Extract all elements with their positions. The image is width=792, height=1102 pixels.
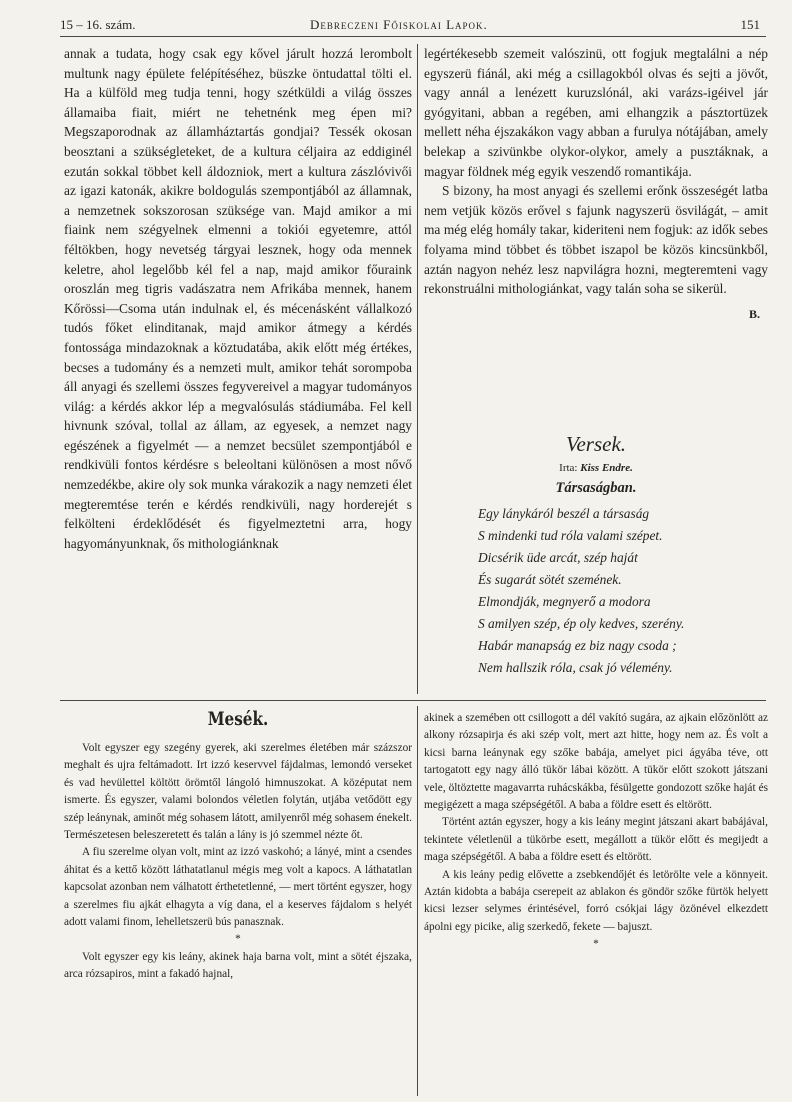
issue-number: 15 – 16. szám.	[60, 17, 136, 32]
poem-line: S amilyen szép, ép oly kedves, szerény.	[478, 616, 685, 631]
section-rule	[60, 700, 766, 701]
article-right-column	[424, 44, 768, 324]
section-asterisk: *	[235, 933, 241, 946]
column-divider-top	[417, 44, 418, 694]
article-paragraph: annak a tudata, hogy csak egy kővel járult hozzá lerombolt multunk nagy épülete felépítéséhez, büszke öntudattal tölti el. Ha a külföld meg tudja tenni, hogy szétküldi a világ összes államaiba fiait, miért ne tehetnénk meg épen mi? Megszaporodnak az államháztartás gondjai? Tessék okosan beosztani a szükségleteket, de a kultura céljaira az eddiginél ezután sokkal többet kell áldozniok, mert a kultura zászlóvivői az igazi katonák, akikre boldogulás szempontjából az államnak, a nemzetnek sokszorosan szüksége van. Majd amikor a mi fiaink nem szégyelnek elmenni a tokiói egyetemre, attól féltökben, hogy nevetség tárgyai lesznek, hogy oda mennek keletre, ahol legelőbb kél fel a nap, majd amikor főuraink oroszlán meg tigris vadászatra nem Afrikába mennek, hanem Kőrössi—Csoma után indulnak el, és mécenásként vállalkozó tudós főket elinditanak, majd amikor átmegy a kérdés fontossága mindazoknak a köztudatába, akik előtt még értékes, becses a tudomány és a nemzeti mult, amikor tehát sorompoba áll anyagi és szellemi összes fegyvereivel a magyar tudományos világ: a kérdés akkor lép a megvalósulás stádiumába. Fel kell hivnunk szóval, tollal az állam, az egyesek, a nemzet nagy egészének a figyelmét — a nemzet becsület szempontjából e rendkivüli fontos kérdésre s beleoltani különösen a most nővő nemzedékbe, akire oly sok munka várakozik a nagy nemzeti élet megteremtése terén e kérdés rendkivüli, nagy horderejét s felkölteni érdeklődését és figyelmeztetni arra, hogy hagyományunknak, ős mithologiánknak	[64, 46, 412, 551]
poem-line: És sugarát sötét szemének.	[478, 572, 622, 587]
tales-section-title: Mesék.	[207, 708, 269, 730]
article-paragraph: legértékesebb szemeit valószinü, ott fogjuk megtalálni a nép egyszerü fiánál, aki még a csillagokból olvas és sejti a jövőt, vagy annál a lenézett kuruzslónál, aki varázs-igéivel jár gyógyitani, abban a regében, ami elhangzik a pásztortüzek mellett néha éjszakákon vagy abban a furulya nótájában, amely belekap a szivünkbe olykor-olykor, amely a pusztáknak, a magyar földnek még egyik veszendő romantikája.	[424, 46, 768, 179]
poem-line: Nem hallszik róla, csak jó vélemény.	[478, 660, 673, 675]
tales-left-column	[64, 740, 412, 984]
tale-paragraph: Történt aztán egyszer, hogy a kis leány megint játszani akart babájával, tekintete véletlenül a tükörbe esett, megállott a tükör előtt és megijedt a maga szépségétől. A baba a földre esett és eltörött.	[424, 816, 768, 864]
article-paragraph: S bizony, ha most anyagi és szellemi erőnk összeségét latba nem vetjük közös erővel s fajunk nagyszerü ösvilágát, – amit ma még elég homály takar, kideriteni nem fogjuk: az idők sebes folyama mind többet és többet iszapol be közös kincsünkből, aztán nagyon nehéz lesz napvilágra hozni, megteremteni vagy rekonstruálni mithologiánkat, vagy talán soha se sikerül.	[424, 183, 768, 297]
tales-right-column	[424, 710, 768, 954]
poem-line: Elmondják, megnyerő a modora	[478, 594, 651, 609]
tale-paragraph: Volt egyszer egy kis leány, akinek haja barna volt, mint a sötét éjszaka, arca rózsapiros, mint a fakadó hajnal,	[64, 950, 412, 981]
author-prefix: Irta:	[559, 462, 578, 474]
poem-line: Dicsérik üde arcát, szép haját	[478, 550, 638, 565]
author-name: Kiss Endre.	[580, 462, 633, 474]
tale-paragraph: A kis leány pedig elővette a zsebkendőjét és letörölte vele a könnyeit. Aztán kidobta a babája cserepeit az ablakon és göndör szőke fürtök helyett kicsi lezser selymes érintésével, forró csókjai lágy özönével elkezdett ápolni egy picike, alig szerkedő, fekete — bajuszt.	[424, 868, 768, 933]
poems-section-title: Versek.	[565, 432, 627, 456]
header-rule	[60, 36, 766, 37]
page-header	[60, 15, 760, 37]
article-left-column	[64, 44, 412, 553]
tale-paragraph: akinek a szemében ott csillogott a dél vakító sugára, az ajkain előzönlött az alkony rózsapirja és aki szép volt, mert azt hitte, hogy nem az. És volt a kicsi barna leánynak egy szőke babája, amelyet pici ágyába téve, ott tartogatott egy nagy álló tükör lábai között. A tükör előtt szokott játszani vele, öltöztette magavarrta ruhácskákba, fésülgette gondozott szőke haját és megigézett a maga szépségétől. A baba a földre esett és eltörött.	[424, 712, 768, 812]
section-asterisk: *	[593, 938, 599, 951]
column-divider-bottom	[417, 706, 418, 1096]
tale-paragraph: Volt egyszer egy szegény gyerek, aki szerelmes életében már százszor meghalt és ujra feltámadott. Irt izzó keservvel fájdalmas, lemondó verseket és vad hevülettel költött örömtől lángoló himnuszokat. A középutat nem ismerte. És egyszer, valami bolondos véletlen folytán, utjába vetődött egy szép leánynak, aminőt még sohasem látott, amilyenről még sohasem énekelt. Természetesen beleszeretett és talán a lány is jó szemmel nézte őt.	[64, 742, 412, 842]
tale-paragraph: A fiu szerelme olyan volt, mint az izzó vaskohó; a lányé, mint a csendes áhitat és a kettő között láthatatlanul mégis meg volt a kapocs. A láthatatlan kapcsolat azonban nem válhatott érthetetlenné, — mert történt egyszer, hogy a szerelmes fiu ajkát elhagyta a víg dana, el a keserves fájdalom s helyét adott valami finom, lehelletszerü bús panasznak.	[64, 846, 412, 929]
journal-title: Debreczeni Főiskolai Lapok.	[310, 17, 488, 32]
poem-author	[424, 462, 768, 474]
poem-title: Társaságban.	[555, 480, 637, 496]
article-signature: B.	[748, 306, 760, 321]
page-number: 151	[740, 17, 760, 32]
poem-line: Egy lánykáról beszél a társaság	[478, 506, 650, 521]
poem-line: Habár manapság ez biz nagy csoda ;	[478, 638, 677, 653]
poem-section	[424, 432, 768, 679]
poem-line: S mindenki tud róla valami szépet.	[478, 528, 663, 543]
